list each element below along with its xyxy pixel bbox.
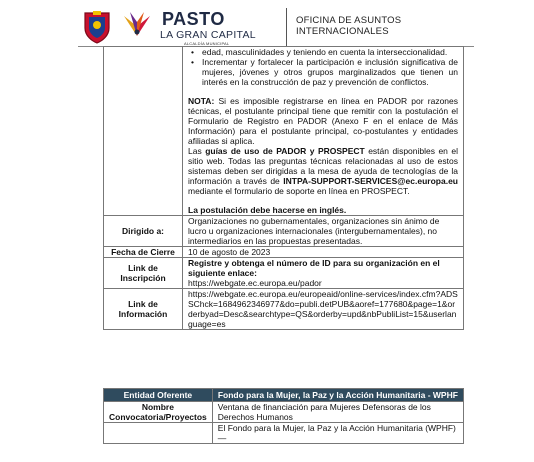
objectives-cell bbox=[183, 47, 464, 216]
inscripcion-text: Registre y obtenga el número de ID para su organización en el siguiente enlace: bbox=[188, 258, 440, 278]
guides-text: están disponibles en el sitio web. Todas las preguntas técnicas relacionadas al uso de estos sistemas deben ser dirigidas a la mesa de ayuda de tecnologías de la información a través de bbox=[188, 146, 458, 186]
table-row bbox=[104, 402, 464, 423]
nombre-label: Nombre Convocatoria/Proyectos bbox=[104, 402, 213, 423]
call-details-table bbox=[103, 46, 464, 330]
brand-title: PASTO bbox=[162, 9, 225, 29]
nota-label: NOTA: bbox=[188, 96, 215, 106]
inscripcion-cell bbox=[183, 258, 464, 289]
empty-label-cell bbox=[104, 423, 213, 444]
entidad-value: Fondo para la Mujer, la Paz y la Acción Humanitaria - WPHF bbox=[212, 389, 463, 402]
dirigido-value: Organizaciones no gubernamentales, organizaciones sin ánimo de lucro u organizaciones internacionales (intergubernamentales), no intermediarios en las propuestas presentadas. bbox=[183, 216, 464, 247]
nombre-value: Ventana de financiación para Mujeres Defensoras de los Derechos Humanos bbox=[212, 402, 463, 423]
pasto-coat-of-arms-icon bbox=[82, 10, 112, 44]
language-note-text: La postulación debe hacerse en inglés. bbox=[188, 205, 347, 215]
support-email: INTPA-SUPPORT-SERVICES@ec.europa.eu bbox=[283, 176, 458, 186]
guides-pre: Las bbox=[188, 146, 206, 156]
table-row bbox=[104, 289, 464, 330]
page-header bbox=[74, 8, 484, 46]
empty-label-cell bbox=[104, 47, 183, 216]
description-value: El Fondo para la Mujer, la Paz y la Acción Humanitaria (WPHF) — bbox=[212, 423, 463, 444]
office-title bbox=[296, 15, 401, 37]
fecha-value: 10 de agosto de 2023 bbox=[183, 247, 464, 258]
bullet-text: Incrementar y fortalecer la participación e inclusión significativa de mujeres, jóvenes y otros grupos marginalizados que tienen un interés en la construcción de paz y prevención de conflictos. bbox=[202, 57, 458, 87]
bullet-text: edad, masculinidades y teniendo en cuenta la interseccionalidad. bbox=[202, 47, 448, 57]
call-summary-table bbox=[103, 388, 464, 444]
brand-subtitle: LA GRAN CAPITAL bbox=[160, 29, 256, 41]
table-row bbox=[104, 47, 464, 216]
pasto-bird-logo-icon bbox=[121, 10, 153, 40]
brand-small-text: ALCALDÍA MUNICIPAL bbox=[184, 41, 230, 46]
list-item bbox=[188, 47, 458, 57]
info-label: Link de Información bbox=[104, 289, 183, 330]
guides-bold: guías de uso de PADOR y PROSPECT bbox=[205, 146, 365, 156]
table-row bbox=[104, 389, 464, 402]
entidad-label: Entidad Oferente bbox=[104, 389, 213, 402]
table-row bbox=[104, 258, 464, 289]
nota-text: Si es imposible registrarse en línea en PADOR por razones técnicas, el postulante principal tiene que remitir con la postulación el Formulario de Registro en PADOR (Anexo F en el enlace de Más Información) para el postulante principal, co-postulantes y entidades afiliadas si aplica. bbox=[188, 96, 458, 146]
office-title-line1: OFICINA DE ASUNTOS bbox=[296, 15, 402, 26]
table-row bbox=[104, 423, 464, 444]
language-note bbox=[188, 205, 458, 215]
info-link[interactable]: https://webgate.ec.europa.eu/europeaid/online-services/index.cfm?ADSSChck=1684962346977&do=publi.detPUB&aoref=177680&page=1&orderbyad=Desc&searchtype=QS&orderby=upd&nbPubliList=15&userlanguage=es bbox=[183, 289, 464, 330]
nota-paragraph bbox=[188, 96, 458, 146]
table-row bbox=[104, 216, 464, 247]
inscripcion-label: Link de Inscripción bbox=[104, 258, 183, 289]
inscripcion-link[interactable]: https://webgate.ec.europa.eu/pador bbox=[188, 278, 322, 288]
header-divider bbox=[286, 8, 287, 46]
guides-end: mediante el formulario de soporte en línea en PROSPECT. bbox=[188, 186, 410, 196]
fecha-label: Fecha de Cierre bbox=[104, 247, 183, 258]
list-item bbox=[188, 57, 458, 87]
table-row bbox=[104, 247, 464, 258]
dirigido-label: Dirigido a: bbox=[104, 216, 183, 247]
office-title-line2: INTERNACIONALES bbox=[296, 26, 389, 37]
guides-paragraph bbox=[188, 146, 458, 196]
